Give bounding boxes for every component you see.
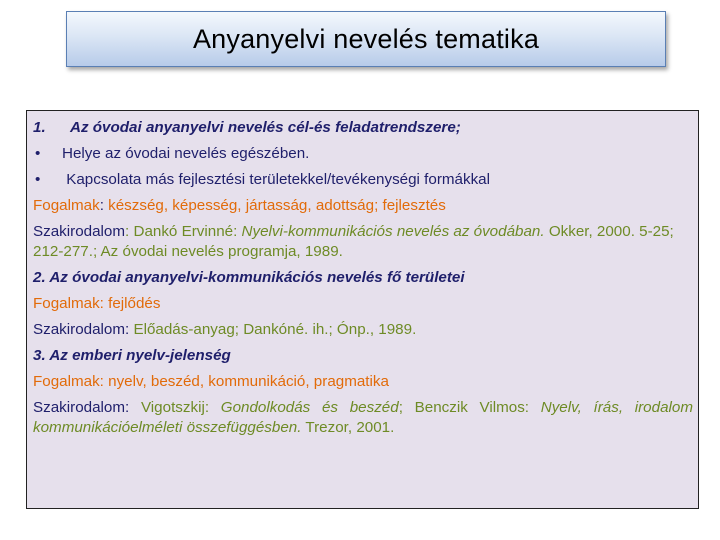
bullet-text-2: Kapcsolata más fejlesztési területekkel/tevékenységi formákkal	[62, 171, 490, 188]
szak-2-value: Előadás-anyag; Dankóné. ih.; Ónp., 1989.	[129, 321, 417, 338]
fogalmak-3	[33, 372, 693, 392]
fogalmak-1-colon: :	[99, 197, 104, 214]
szak-1-label: Szakirodalom	[33, 223, 126, 240]
fogalmak-2-label: Fogalmak:	[33, 295, 104, 312]
fogalmak-1-label: Fogalmak	[33, 197, 100, 214]
szak-3-part3: Trezor, 2001.	[301, 419, 395, 436]
szak-1-colon: :	[125, 223, 130, 240]
section-2-heading: 2. Az óvodai anyanyelvi-kommunikációs nevelés fő területei	[33, 269, 465, 286]
section-3-heading: 3. Az emberi nyelv-jelenség	[33, 347, 231, 364]
fogalmak-3-label: Fogalmak:	[33, 373, 104, 390]
section-1-heading	[33, 118, 693, 138]
szak-1-work: Nyelvi-kommunikációs nevelés az óvodában.	[241, 223, 545, 240]
fogalmak-1-value: készség, képesség, jártasság, adottság; fejlesztés	[103, 197, 446, 214]
section-1-number: 1.	[33, 119, 46, 136]
szakirodalom-3	[33, 398, 693, 438]
bullet-item-1	[33, 144, 693, 164]
slide-title: Anyanyelvi nevelés tematika	[192, 23, 540, 54]
szak-3-part2: ; Benczik Vilmos:	[398, 399, 541, 416]
szak-3-label: Szakirodalom:	[33, 399, 130, 416]
fogalmak-2-value: fejlődés	[103, 295, 161, 312]
bullet-text-1: Helye az óvodai nevelés egészében.	[62, 145, 310, 162]
fogalmak-2	[33, 294, 693, 314]
szak-3-work2: Nyelv, írás, irodalom kommunikációelméleti összefüggésben.	[33, 399, 693, 436]
fogalmak-1	[33, 196, 693, 216]
fogalmak-3-value: nyelv, beszéd, kommunikáció, pragmatika	[103, 373, 389, 390]
bullet-marker-1: •	[35, 145, 41, 162]
section-1-text: Az óvodai anyanyelvi nevelés cél-és feladatrendszere;	[70, 119, 461, 136]
szak-3-part1: Vigotszkij:	[129, 399, 221, 416]
szak-1-rest: Okker, 2000. 5-25; 212-277.; Az óvodai nevelés programja, 1989.	[33, 223, 674, 260]
szak-3-work1: Gondolkodás és beszéd	[220, 399, 399, 416]
szakirodalom-2	[33, 320, 693, 340]
szakirodalom-1	[33, 222, 693, 262]
szak-2-label: Szakirodalom:	[33, 321, 130, 338]
bullet-marker-2: •	[35, 171, 41, 188]
bullet-item-2	[33, 170, 693, 190]
content-box	[26, 110, 699, 509]
title-box	[66, 11, 666, 67]
szak-1-author: Dankó Ervinné:	[129, 223, 242, 240]
